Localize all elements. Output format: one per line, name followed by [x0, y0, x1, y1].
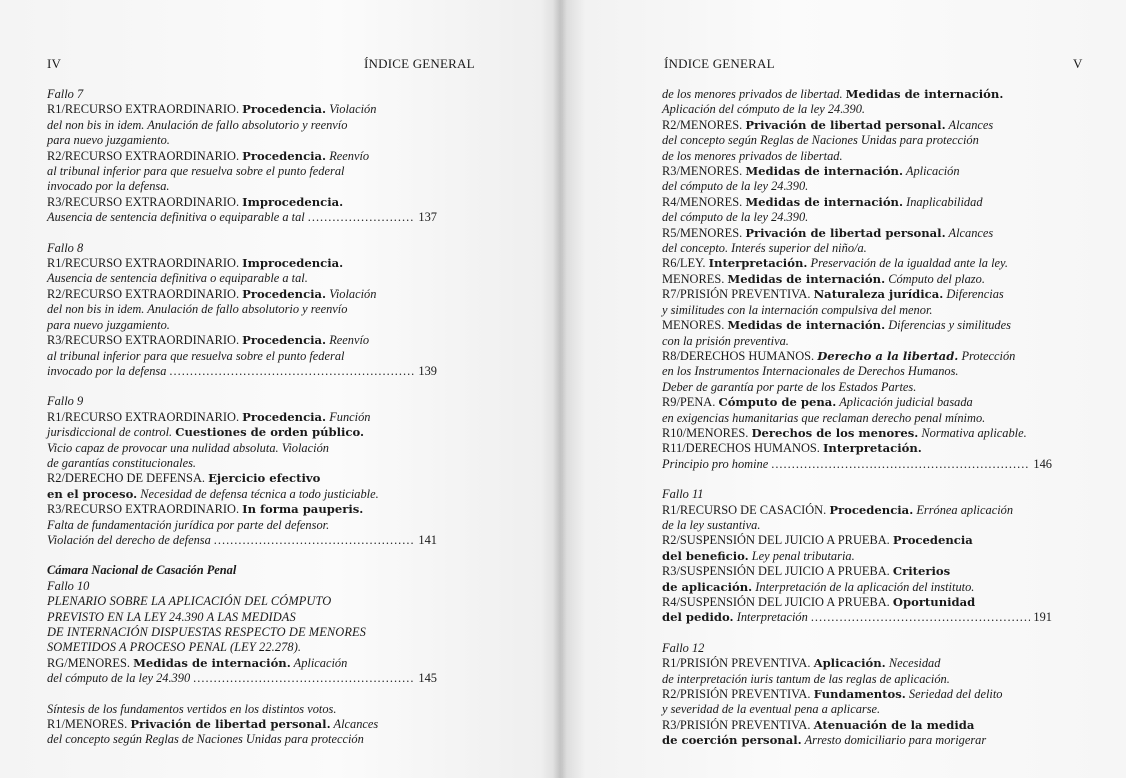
- index-entry: R7/PRISIÓN PREVENTIVA. Naturaleza jurídica. Diferencias: [662, 287, 1004, 302]
- index-entry-line: Vicio capaz de provocar una nulidad absoluta. Violación: [47, 440, 329, 455]
- index-entry: R11/DERECHOS HUMANOS. Interpretación.: [662, 441, 922, 456]
- index-entry-with-page: Ausencia de sentencia definitiva o equiparable a tal ..... 137: [47, 210, 437, 225]
- index-entry: R3/SUSPENSIÓN DEL JUICIO A PRUEBA. Criterios: [662, 564, 951, 579]
- index-entry: R4/MENORES. Medidas de internación. Inaplicabilidad: [662, 194, 983, 209]
- index-entry-with-page: Violación del derecho de defensa ..... 141: [47, 533, 437, 548]
- index-entry: R2/RECURSO EXTRAORDINARIO. Procedencia. Reenvío: [47, 148, 370, 163]
- page-ref: 139: [418, 363, 437, 378]
- index-entry: MENORES. Medidas de internación. Cómputo del plazo.: [662, 271, 985, 286]
- plenary-title-line: PREVISTO EN LA LEY 24.390 A LAS MEDIDAS: [47, 609, 296, 624]
- index-entry: RG/MENORES. Medidas de internación. Aplicación: [47, 655, 348, 670]
- index-entry-line: en el proceso. Necesidad de defensa técnica a todo justiciable.: [47, 486, 379, 501]
- index-entry: R5/MENORES. Privación de libertad personal. Alcances: [662, 225, 994, 240]
- index-entry-with-page: del cómputo de la ley 24.390 ..... 145: [47, 671, 437, 686]
- court-heading: Cámara Nacional de Casación Penal: [47, 563, 237, 578]
- index-entry-line: para nuevo juzgamiento.: [47, 133, 170, 148]
- index-entry: MENORES. Medidas de internación. Diferencias y similitudes: [662, 318, 1011, 333]
- right-page: [563, 0, 1126, 778]
- index-entry-line: al tribunal inferior para que resuelva sobre el punto federal: [47, 348, 345, 363]
- index-entry-with-page: Principio pro homine ..... 146: [662, 457, 1052, 472]
- index-entry-line: con la prisión preventiva.: [662, 333, 789, 348]
- index-entry: R1/RECURSO EXTRAORDINARIO. Procedencia. Función: [47, 409, 371, 424]
- index-entry-line: Deber de garantía por parte de los Estados Partes.: [662, 379, 917, 394]
- fallo-heading: Fallo 9: [47, 394, 84, 409]
- page-number: V: [1073, 56, 1083, 71]
- index-entry: R3/RECURSO EXTRAORDINARIO. In forma pauperis.: [47, 502, 364, 517]
- leader-dots: [771, 457, 1030, 472]
- index-entry: R2/SUSPENSIÓN DEL JUICIO A PRUEBA. Procedencia: [662, 533, 973, 548]
- leader-dots: [214, 533, 416, 548]
- index-entry-line: de coerción personal. Arresto domiciliario para morigerar: [662, 733, 987, 748]
- index-entry-line: invocado por la defensa.: [47, 179, 170, 194]
- right-index-column: [662, 87, 1052, 749]
- index-entry: R1/RECURSO EXTRAORDINARIO. Improcedencia.: [47, 256, 344, 271]
- index-entry-line: al tribunal inferior para que resuelva sobre el punto federal: [47, 164, 345, 179]
- index-entry: R1/RECURSO DE CASACIÓN. Procedencia. Errónea aplicación: [662, 502, 1014, 517]
- index-entry-line: del beneficio. Ley penal tributaria.: [662, 548, 855, 563]
- fallo-heading: Fallo 10: [47, 578, 90, 593]
- index-entry: R4/SUSPENSIÓN DEL JUICIO A PRUEBA. Oportunidad: [662, 595, 976, 609]
- running-title: ÍNDICE GENERAL: [364, 56, 475, 71]
- index-entry-line: en exigencias humanitarias que reclaman derecho penal mínimo.: [662, 410, 986, 425]
- fallo-heading: Fallo 7: [47, 87, 84, 101]
- index-entry-line: de los menores privados de libertad. Medidas de internación.: [662, 87, 1004, 101]
- index-entry: R1/MENORES. Privación de libertad personal. Alcances: [47, 717, 379, 732]
- index-entry: R3/RECURSO EXTRAORDINARIO. Procedencia. Reenvío: [47, 333, 370, 348]
- page-ref: 141: [418, 532, 437, 547]
- index-entry-line: Aplicación del cómputo de la ley 24.390.: [662, 102, 866, 117]
- plenary-title-line: SOMETIDOS A PROCESO PENAL (LEY 22.278).: [47, 640, 302, 655]
- index-entry: R3/MENORES. Medidas de internación. Aplicación: [662, 164, 960, 179]
- fallo-heading: Fallo 12: [662, 640, 705, 655]
- index-entry-line: del cómputo de la ley 24.390.: [662, 179, 809, 194]
- index-entry-line: del concepto según Reglas de Naciones Unidas para protección: [662, 133, 979, 148]
- index-entry: R8/DERECHOS HUMANOS. Derecho a la libertad. Protección: [662, 348, 1016, 363]
- index-entry-line: Síntesis de los fundamentos vertidos en los distintos votos.: [47, 701, 337, 716]
- index-entry: R9/PENA. Cómputo de pena. Aplicación judicial basada: [662, 395, 973, 410]
- index-entry-line: del non bis in idem. Anulación de fallo absolutorio y reenvío: [47, 117, 348, 132]
- index-entry-line: del cómputo de la ley 24.390.: [662, 210, 809, 225]
- page-number: IV: [47, 56, 62, 71]
- plenary-title-line: PLENARIO SOBRE LA APLICACIÓN DEL CÓMPUTO: [47, 594, 332, 609]
- index-entry: R10/MENORES. Derechos de los menores. Normativa aplicable.: [662, 425, 1027, 440]
- page-ref: 146: [1033, 456, 1052, 471]
- index-entry: R1/RECURSO EXTRAORDINARIO. Procedencia. Violación: [47, 102, 377, 117]
- index-entry-line: de garantías constitucionales.: [47, 455, 197, 470]
- index-entry-line: del concepto según Reglas de Naciones Unidas para protección: [47, 732, 364, 747]
- leader-dots: [169, 364, 415, 379]
- index-entry-line: Ausencia de sentencia definitiva o equiparable a tal.: [47, 271, 308, 286]
- index-entry: R2/MENORES. Privación de libertad personal. Alcances: [662, 117, 994, 132]
- index-entry-line: del non bis in idem. Anulación de fallo absolutorio y reenvío: [47, 302, 348, 317]
- page-ref: 137: [418, 210, 437, 225]
- index-entry-line: en los Instrumentos Internacionales de Derechos Humanos.: [662, 364, 959, 379]
- index-entry-line: para nuevo juzgamiento.: [47, 317, 170, 332]
- leader-dots: [193, 671, 415, 686]
- index-entry-line: de interpretación iuris tantum de las reglas de aplicación.: [662, 671, 950, 686]
- index-entry-line: de los menores privados de libertad.: [662, 148, 843, 163]
- index-entry-line: jurisdiccional de control. Cuestiones de orden público.: [47, 425, 365, 440]
- index-entry-with-page: invocado por la defensa ..... 139: [47, 364, 437, 379]
- index-entry: R3/RECURSO EXTRAORDINARIO. Improcedencia.: [47, 194, 344, 209]
- index-entry: R3/PRISIÓN PREVENTIVA. Atenuación de la medida: [662, 717, 975, 732]
- index-entry-line: de aplicación. Interpretación de la aplicación del instituto.: [662, 579, 975, 594]
- fallo-heading: Fallo 8: [47, 240, 84, 255]
- index-entry: R2/DERECHO DE DEFENSA. Ejercicio efectivo: [47, 471, 321, 486]
- index-entry-line: y severidad de la eventual pena a aplicarse.: [662, 702, 881, 717]
- index-entry-line: de la ley sustantiva.: [662, 517, 761, 532]
- index-entry: R2/PRISIÓN PREVENTIVA. Fundamentos. Seriedad del delito: [662, 687, 1003, 702]
- index-entry-line: Falta de fundamentación jurídica por parte del defensor.: [47, 517, 330, 532]
- page-ref: 145: [418, 671, 437, 686]
- index-entry-with-page: del pedido. Interpretación ..... 191: [662, 610, 1052, 625]
- page-ref: 191: [1033, 610, 1052, 625]
- running-title: ÍNDICE GENERAL: [664, 56, 775, 71]
- index-entry-line: del concepto. Interés superior del niño/a.: [662, 241, 867, 256]
- index-entry: R6/LEY. Interpretación. Preservación de la igualdad ante la ley.: [662, 256, 1008, 271]
- index-entry: R2/RECURSO EXTRAORDINARIO. Procedencia. Violación: [47, 286, 377, 301]
- leader-dots: [811, 610, 1031, 625]
- leader-dots: [308, 210, 416, 225]
- fallo-heading: Fallo 11: [662, 487, 704, 502]
- left-index-column: [47, 87, 437, 748]
- index-entry: R1/PRISIÓN PREVENTIVA. Aplicación. Necesidad: [662, 656, 941, 671]
- index-entry-line: y similitudes con la internación compulsiva del menor.: [662, 302, 933, 317]
- book-gutter-shadow: [553, 0, 567, 778]
- plenary-title-line: DE INTERNACIÓN DISPUESTAS RESPECTO DE MENORES: [47, 625, 366, 639]
